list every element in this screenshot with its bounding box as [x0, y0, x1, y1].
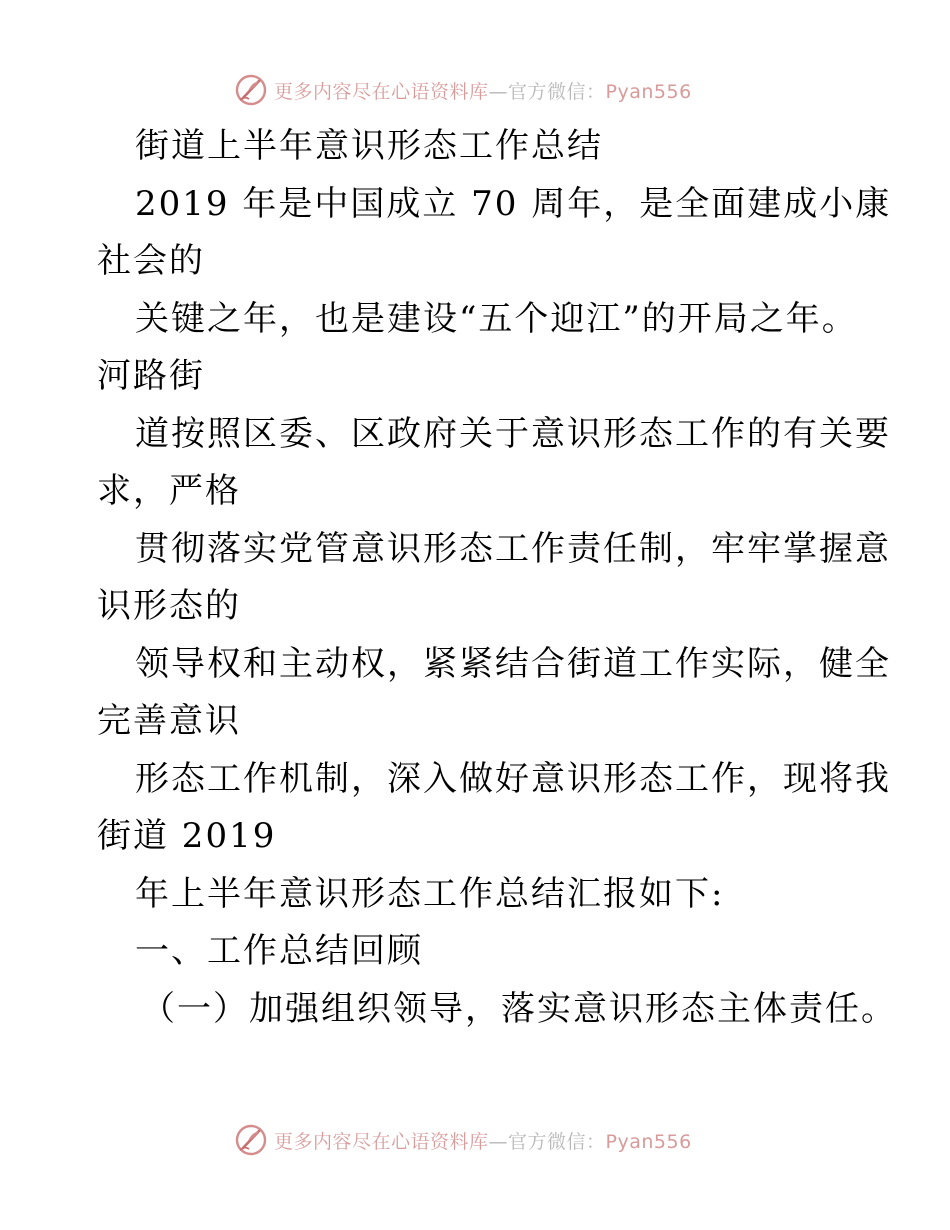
- quill-logo-icon: [234, 73, 268, 107]
- watermark-footer: [234, 1122, 692, 1158]
- paragraph-line: 街道 2019: [97, 816, 277, 856]
- watermark-side-text: —官方微信：: [488, 1130, 606, 1153]
- paragraph-line: 年上半年意识形态工作总结汇报如下:: [135, 873, 725, 914]
- watermark-header: [234, 72, 692, 108]
- watermark-id-text: Pyan556: [605, 1130, 692, 1153]
- paragraph-line: 2019 年是中国成立 70 周年，是全面建成小康: [135, 183, 892, 224]
- document-title: 街道上半年意识形态工作总结: [135, 126, 603, 166]
- paragraph-line: 识形态的: [97, 586, 241, 626]
- watermark-side-text: —官方微信：: [488, 80, 606, 103]
- paragraph-line: 领导权和主动权，紧紧结合街道工作实际，健全: [135, 643, 891, 684]
- paragraph-line: 求，严格: [97, 471, 241, 511]
- paragraph-line: 形态工作机制，深入做好意识形态工作，现将我: [135, 758, 891, 799]
- quill-logo-icon: [234, 1123, 268, 1157]
- section-heading: 一、工作总结回顾: [135, 931, 423, 971]
- watermark-main-text: 更多内容尽在心语资料库: [274, 1130, 489, 1153]
- paragraph-line: 完善意识: [97, 701, 241, 741]
- document-body: [97, 118, 897, 1038]
- paragraph-line: 关键之年，也是建设“五个迎江”的开局之年。: [135, 298, 858, 339]
- paragraph-line: 社会的: [97, 241, 205, 281]
- paragraph-line: 河路街: [97, 356, 205, 396]
- subsection-heading: （一）加强组织领导，落实意识形态主体责任。: [141, 988, 897, 1029]
- paragraph-line: 贯彻落实党管意识形态工作责任制，牢牢掌握意: [135, 528, 891, 569]
- paragraph-line: 道按照区委、区政府关于意识形态工作的有关要: [135, 413, 891, 454]
- watermark-main-text: 更多内容尽在心语资料库: [274, 80, 489, 103]
- watermark-id-text: Pyan556: [605, 80, 692, 103]
